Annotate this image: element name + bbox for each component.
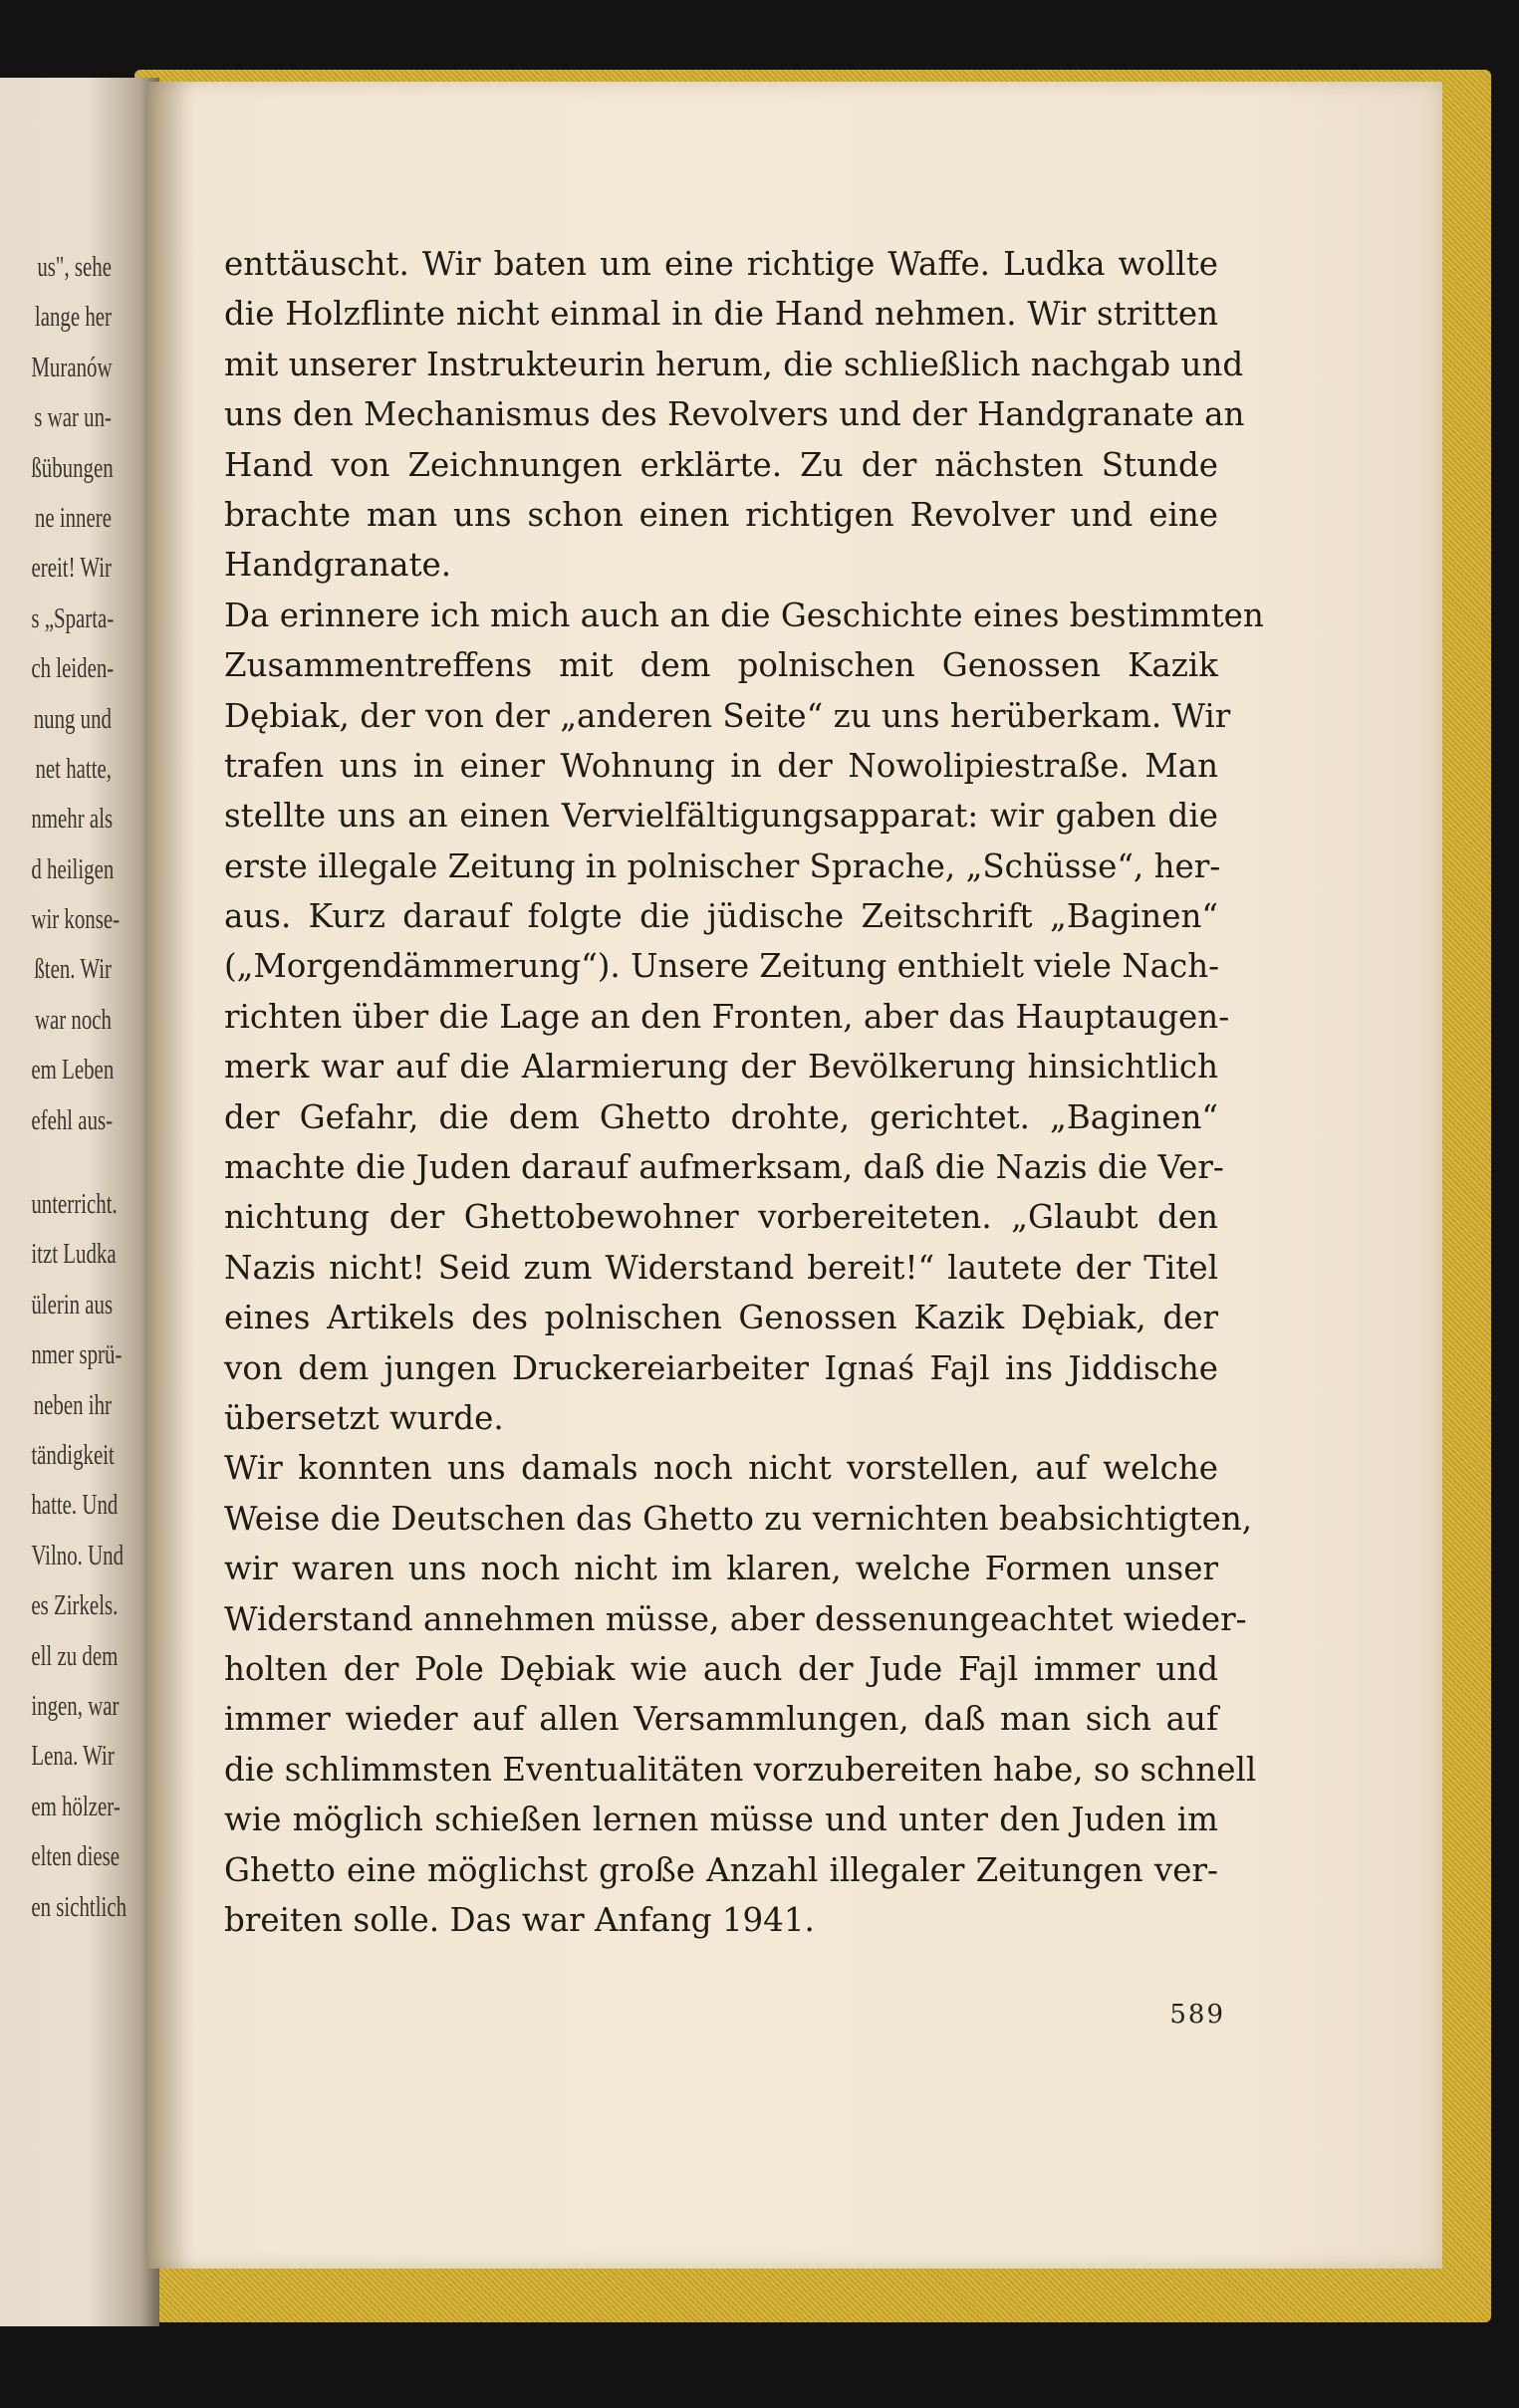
- left-page-line: nmehr als: [31, 803, 114, 836]
- left-page-line: ell zu dem: [31, 1639, 119, 1672]
- text-line: der Gefahr, die dem Ghetto drohte, gerichtet. „Baginen“: [224, 1097, 1218, 1136]
- text-line: wie möglich schießen lernen müsse und unter den Juden im: [224, 1801, 1218, 1839]
- text-line: holten der Pole Dębiak wie auch der Jude Fajl immer und: [224, 1649, 1218, 1688]
- left-page-line: neben ihr: [33, 1388, 112, 1421]
- text-line: Wir konnten uns damals noch nicht vorstellen, auf welche: [224, 1449, 1218, 1488]
- left-page-text: [0, 242, 127, 1932]
- text-line: richten über die Lage an den Fronten, aber das Hauptaugen-: [224, 997, 1230, 1036]
- left-page-line: ingen, war: [31, 1689, 120, 1722]
- text-line: Dębiak, der von der „anderen Seite“ zu uns herüberkam. Wir: [224, 696, 1231, 735]
- left-page-line: hatte. Und: [31, 1489, 119, 1522]
- text-line: wir waren uns noch nicht im klaren, welche Formen unser: [224, 1550, 1218, 1588]
- text-line: Hand von Zeichnungen erklärte. Zu der nächsten Stunde: [224, 445, 1218, 484]
- left-page-paragraph-gap: [0, 1145, 112, 1179]
- left-page-line: war noch: [34, 1003, 112, 1036]
- left-page-line: tändigkeit: [31, 1438, 115, 1471]
- text-line: („Morgendämmerung“). Unsere Zeitung enthielt viele Nach-: [224, 947, 1220, 986]
- left-page-line: en sichtlich: [31, 1890, 127, 1923]
- left-page-line: es Zirkels.: [31, 1589, 119, 1622]
- left-page-line: net hatte,: [35, 752, 113, 785]
- text-line: Zusammentreffens mit dem polnischen Genossen Kazik: [224, 646, 1218, 685]
- left-page-line: nung und: [33, 702, 113, 735]
- text-line: machte die Juden darauf aufmerksam, daß die Nazis die Ver-: [224, 1148, 1224, 1187]
- text-line: Weise die Deutschen das Ghetto zu vernichten beabsichtigten,: [224, 1499, 1253, 1538]
- left-page-line: ülerin aus: [31, 1288, 114, 1321]
- text-line: uns den Mechanismus des Revolvers und der Handgranate an: [224, 395, 1245, 434]
- gutter-shadow: [147, 82, 195, 2269]
- text-line: die Holzflinte nicht einmal in die Hand nehmen. Wir stritten: [224, 295, 1218, 334]
- left-page-line: efehl aus-: [31, 1103, 114, 1136]
- text-line: merk war auf die Alarmierung der Bevölkerung hinsichtlich: [224, 1048, 1218, 1086]
- text-line: immer wieder auf allen Versammlungen, daß man sich auf: [224, 1700, 1218, 1739]
- text-line: eines Artikels des polnischen Genossen Kazik Dębiak, der: [224, 1299, 1218, 1337]
- body-text: [224, 239, 1264, 1945]
- text-line: trafen uns in einer Wohnung in der Nowolipiestraße. Man: [224, 746, 1218, 785]
- left-page-line: ereit! Wir: [31, 552, 113, 585]
- left-page-line: Muranów: [31, 351, 113, 383]
- text-line: Ghetto eine möglichst große Anzahl illegaler Zeitungen ver-: [224, 1850, 1218, 1889]
- text-line: enttäuscht. Wir baten um eine richtige Waffe. Ludka wollte: [224, 245, 1218, 283]
- left-page-line: elten diese: [31, 1840, 121, 1873]
- left-page-line: s „Sparta-: [31, 602, 115, 634]
- left-page-line: unterricht.: [31, 1188, 118, 1221]
- left-page-line: Vilno. Und: [31, 1539, 125, 1571]
- text-line: Da erinnere ich mich auch an die Geschichte eines bestimmten: [224, 596, 1264, 634]
- left-page-line: itzt Ludka: [31, 1238, 117, 1271]
- text-line: aus. Kurz darauf folgte die jüdische Zeitschrift „Baginen“: [224, 897, 1218, 936]
- text-line: mit unserer Instrukteurin herum, die schließlich nachgab und: [224, 345, 1244, 383]
- left-page-line: ßten. Wir: [34, 953, 112, 986]
- text-line: Nazis nicht! Seid zum Widerstand bereit!“ lautete der Titel: [224, 1248, 1218, 1287]
- text-line: erste illegale Zeitung in polnischer Sprache, „Schüsse“, her-: [224, 846, 1221, 885]
- text-line: übersetzt wurde.: [224, 1398, 504, 1437]
- left-page-line: nmer sprü-: [31, 1338, 123, 1371]
- left-page: [0, 78, 159, 2326]
- left-page-line: d heiligen: [31, 852, 115, 885]
- left-page-line: em Leben: [31, 1054, 115, 1086]
- text-line: nichtung der Ghettobewohner vorbereiteten. „Glaubt den: [224, 1198, 1218, 1237]
- left-page-line: us", sehe: [37, 251, 112, 283]
- left-page-line: wir konse-: [31, 903, 121, 936]
- left-page-line: ne innere: [34, 501, 112, 534]
- left-page-line: s war un-: [34, 401, 112, 434]
- text-line: breiten solle. Das war Anfang 1941.: [224, 1900, 815, 1939]
- text-line: Handgranate.: [224, 546, 452, 585]
- left-page-line: Lena. Wir: [31, 1740, 115, 1773]
- left-page-line: ßübungen: [31, 451, 114, 484]
- text-line: die schlimmsten Eventualitäten vorzubereiten habe, so schnell: [224, 1750, 1257, 1789]
- left-page-line: em hölzer-: [31, 1790, 121, 1822]
- text-line: Widerstand annehmen müsse, aber dessenungeachtet wieder-: [224, 1599, 1247, 1638]
- page-number: 589: [1169, 2000, 1225, 2030]
- text-line: brachte man uns schon einen richtigen Revolver und eine: [224, 495, 1218, 534]
- text-line: stellte uns an einen Vervielfältigungsapparat: wir gaben die: [224, 797, 1218, 836]
- text-line: von dem jungen Druckereiarbeiter Ignaś Fajl ins Jiddische: [224, 1348, 1218, 1387]
- left-page-line: ch leiden-: [31, 652, 115, 685]
- left-page-line: lange her: [34, 301, 112, 334]
